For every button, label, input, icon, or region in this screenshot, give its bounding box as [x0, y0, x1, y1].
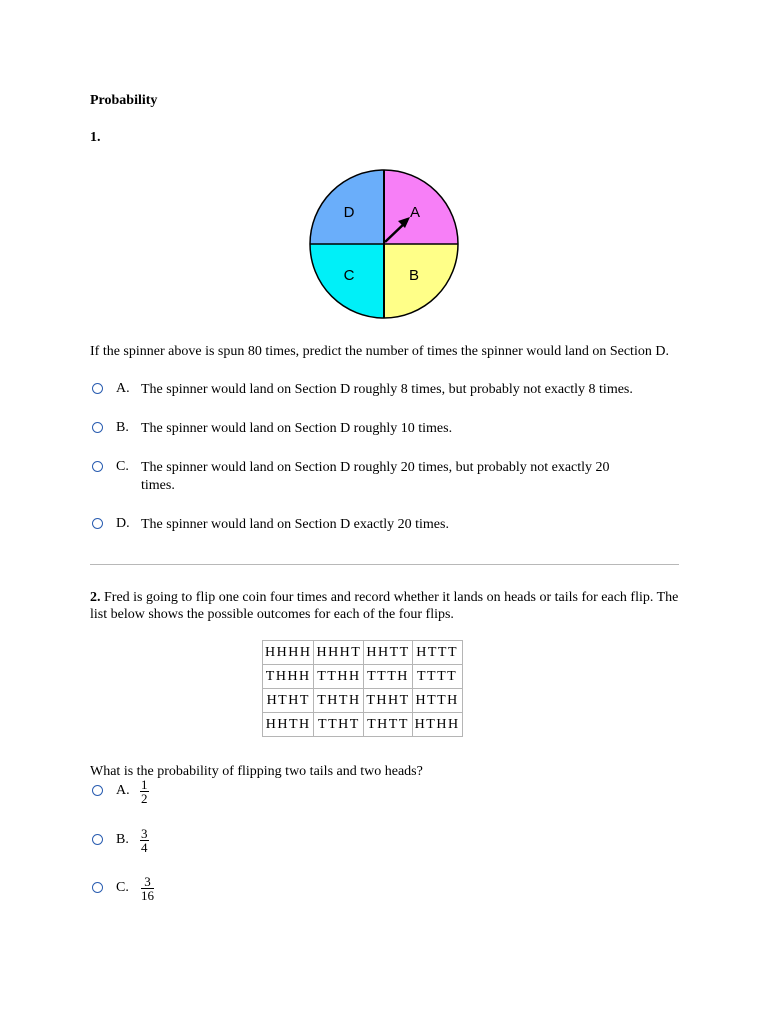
- spinner-label-b: B: [408, 267, 420, 284]
- fraction-denominator: 2: [141, 791, 148, 806]
- spinner-diagram: [309, 169, 459, 321]
- option-text: The spinner would land on Section D exactly 20 times.: [141, 517, 449, 532]
- radio-button[interactable]: [92, 461, 103, 472]
- fraction-numerator: 3: [141, 826, 148, 841]
- q1-option-c[interactable]: [90, 459, 690, 493]
- radio-button[interactable]: [92, 383, 103, 394]
- radio-button[interactable]: [92, 785, 103, 796]
- table-row: [263, 689, 463, 713]
- table-cell: HTHT: [263, 689, 314, 713]
- table-row: [263, 713, 463, 737]
- option-letter: A.: [116, 381, 130, 396]
- spinner-label-a: A: [409, 204, 421, 221]
- table-cell: HHHT: [314, 641, 364, 665]
- table-cell: THHH: [263, 665, 314, 689]
- table-cell: HTHH: [412, 713, 462, 737]
- q1-option-a[interactable]: [90, 381, 690, 399]
- table-row: [263, 665, 463, 689]
- radio-button[interactable]: [92, 882, 103, 893]
- q1-option-d[interactable]: [90, 516, 690, 534]
- q1-option-b[interactable]: [90, 420, 690, 438]
- option-letter: C.: [116, 459, 129, 474]
- question-2-intro: [90, 589, 680, 623]
- table-cell: THHT: [364, 689, 412, 713]
- option-text: The spinner would land on Section D roughly 10 times.: [141, 421, 453, 436]
- fraction-numerator: 1: [141, 777, 148, 792]
- question-2-prompt: What is the probability of flipping two tails and two heads?: [90, 764, 423, 779]
- table-cell: TTTT: [412, 665, 462, 689]
- option-text: The spinner would land on Section D roughly 8 times, but probably not exactly 8 times.: [141, 382, 633, 397]
- option-letter: A.: [116, 783, 130, 798]
- table-cell: HTTT: [412, 641, 462, 665]
- table-cell: THTH: [314, 689, 364, 713]
- question-2-number: 2.: [90, 590, 101, 605]
- table-cell: HHTH: [263, 713, 314, 737]
- table-cell: TTHT: [314, 713, 364, 737]
- fraction-numerator: 3: [141, 875, 154, 889]
- table-cell: THTT: [364, 713, 412, 737]
- spinner-label-d: D: [343, 204, 355, 221]
- option-text: The spinner would land on Section D roughly 20 times, but probably not exactly 20 times.: [141, 460, 610, 493]
- fraction: [140, 827, 149, 854]
- section-divider: [90, 564, 679, 565]
- q2-option-b[interactable]: [90, 826, 690, 855]
- q2-option-c[interactable]: [90, 874, 690, 903]
- question-1-prompt: If the spinner above is spun 80 times, predict the number of times the spinner would land on Section D.: [90, 344, 669, 359]
- option-letter: B.: [116, 832, 129, 847]
- option-letter: C.: [116, 880, 129, 895]
- radio-button[interactable]: [92, 518, 103, 529]
- table-cell: HHTT: [364, 641, 412, 665]
- radio-button[interactable]: [92, 834, 103, 845]
- table-cell: TTTH: [364, 665, 412, 689]
- question-2-intro-text: Fred is going to flip one coin four times and record whether it lands on heads or tails for each flip. The list below shows the possible outcomes for each of the four flips.: [90, 590, 679, 622]
- spinner-label-c: C: [343, 267, 355, 284]
- q2-option-a[interactable]: [90, 777, 690, 806]
- option-letter: B.: [116, 420, 129, 435]
- radio-button[interactable]: [92, 422, 103, 433]
- table-cell: TTHH: [314, 665, 364, 689]
- spinner-section-b: [384, 244, 458, 318]
- option-letter: D.: [116, 516, 130, 531]
- question-1-number: 1.: [90, 130, 101, 145]
- fraction-denominator: 16: [141, 888, 154, 903]
- fraction: [141, 875, 154, 902]
- outcomes-table: [262, 640, 463, 737]
- table-cell: HHHH: [263, 641, 314, 665]
- page-title: Probability: [90, 93, 158, 108]
- fraction-denominator: 4: [141, 840, 148, 855]
- table-row: [263, 641, 463, 665]
- fraction: [140, 778, 149, 805]
- table-cell: HTTH: [412, 689, 462, 713]
